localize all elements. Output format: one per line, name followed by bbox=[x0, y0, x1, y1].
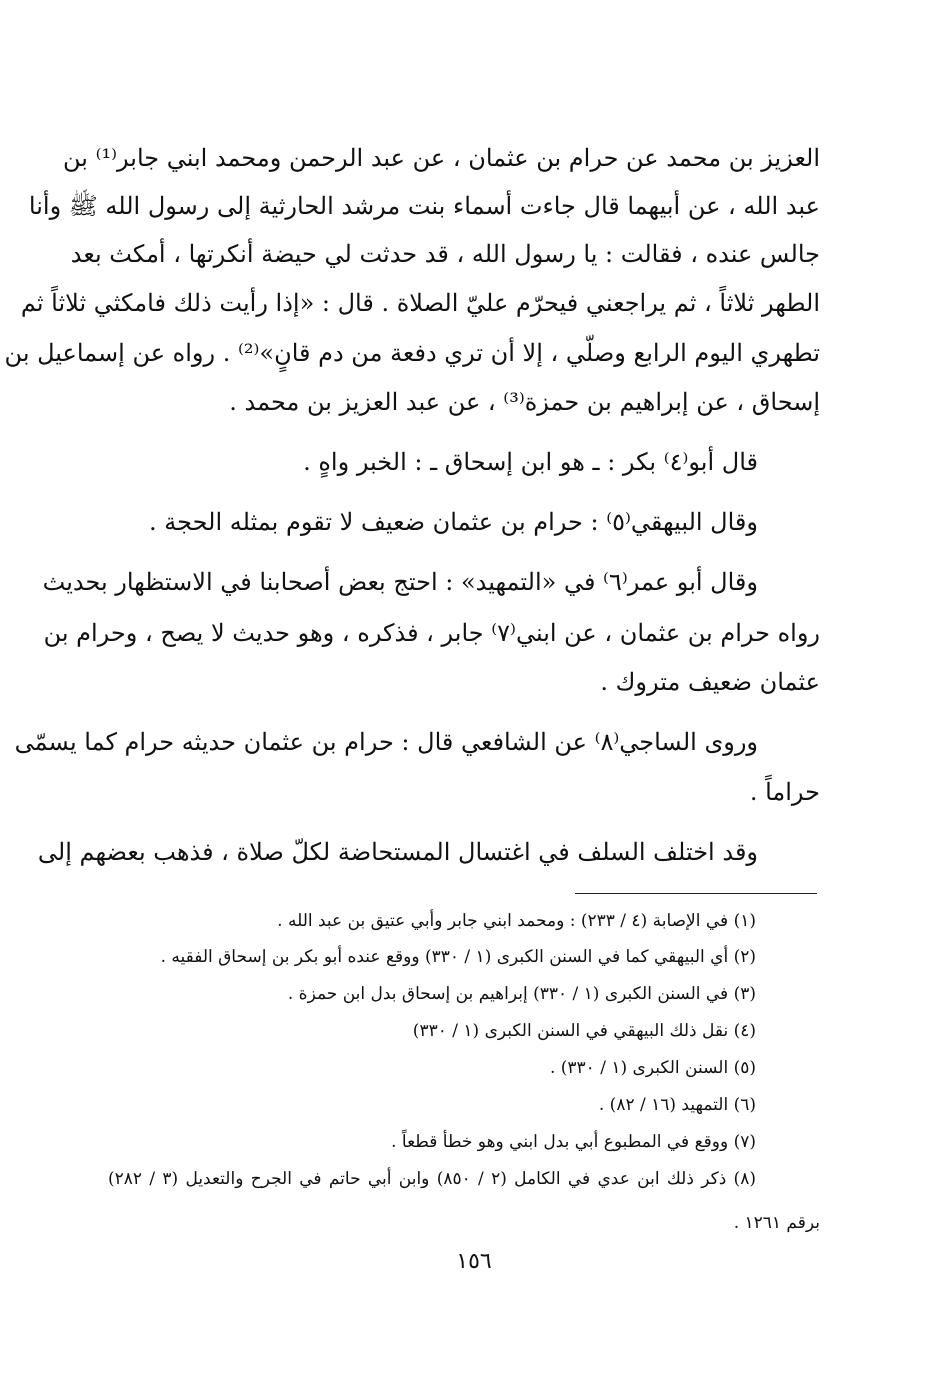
footnote-5: (٥) السنن الكبرى (١ / ٣٣٠) . bbox=[549, 1058, 756, 1078]
footnote-8: (٨) ذكر ذلك ابن عدي في الكامل (٢ / ٨٥٠) وابن أبي حاتم في الجرح والتعديل (٣ / ٢٨٢) bbox=[108, 1169, 756, 1189]
body-line-1: العزيز بن محمد عن حرام بن عثمان ، عن عبد الرحمن ومحمد ابني جابر⁽¹⁾ بن bbox=[63, 144, 820, 172]
body-line-10: رواه حرام بن عثمان ، عن ابني⁽٧⁾ جابر ، فذكره ، وهو حديث لا يصح ، وحرام بن bbox=[43, 619, 820, 647]
body-line-4: الطهر ثلاثاً ، ثم يراجعني فيحرّم عليّ الصلاة . قال : «إذا رأيت ذلك فامكثي ثلاثاً ثم bbox=[20, 289, 820, 317]
body-line-11: عثمان ضعيف متروك . bbox=[600, 668, 820, 696]
footnote-2: (٢) أي البيهقي كما في السنن الكبرى (١ / ٣٣٠) ووقع عنده أبو بكر بن إسحاق الفقيه . bbox=[160, 947, 756, 967]
body-line-12: وروى الساجي⁽٨⁾ عن الشافعي قال : حرام بن عثمان حديثه حرام كما يسمّى bbox=[14, 728, 758, 756]
footnote-4: (٤) نقل ذلك البيهقي في السنن الكبرى (١ / ٣٣٠) bbox=[412, 1021, 756, 1041]
body-line-7: قال أبو⁽٤⁾ بكر : ـ هو ابن إسحاق ـ : الخبر واهٍ . bbox=[303, 448, 758, 476]
footnote-8-continuation: برقم ١٢٦١ . bbox=[733, 1213, 820, 1233]
footnote-6: (٦) التمهيد (١٦ / ٨٢) . bbox=[598, 1095, 756, 1115]
body-line-3: جالس عنده ، فقالت : يا رسول الله ، قد حدثت لي حيضة أنكرتها ، أمكث بعد bbox=[70, 240, 820, 268]
footnote-7: (٧) ووقع في المطبوع أبي بدل ابني وهو خطأ قطعاً . bbox=[391, 1132, 756, 1152]
body-line-5: تطهري اليوم الرابع وصلّي ، إلا أن تري دفعة من دم قانٍ»⁽²⁾ . رواه عن إسماعيل بن bbox=[4, 339, 820, 367]
body-line-14: وقد اختلف السلف في اغتسال المستحاضة لكلّ صلاة ، فذهب بعضهم إلى bbox=[37, 838, 758, 866]
footnote-3: (٣) في السنن الكبرى (١ / ٣٣٠) إبراهيم بن إسحاق بدل ابن حمزة . bbox=[287, 984, 756, 1004]
body-line-2: عبد الله ، عن أبيهما قال جاءت أسماء بنت مرشد الحارثية إلى رسول الله ﷺ وأنا bbox=[28, 192, 820, 220]
footnote-1: (١) في الإصابة (٤ / ٢٣٣) : ومحمد ابني جابر وأبي عتيق بن عبد الله . bbox=[277, 911, 756, 931]
body-line-6: إسحاق ، عن إبراهيم بن حمزة⁽³⁾ ، عن عبد العزيز بن محمد . bbox=[229, 388, 820, 416]
body-line-13: حراماً . bbox=[749, 778, 820, 806]
page-number: ١٥٦ bbox=[456, 1249, 492, 1274]
body-line-8: وقال البيهقي⁽٥⁾ : حرام بن عثمان ضعيف لا تقوم بمثله الحجة . bbox=[149, 508, 758, 536]
footnote-separator bbox=[575, 893, 817, 894]
body-line-9: وقال أبو عمر⁽٦⁾ في «التمهيد» : احتج بعض أصحابنا في الاستظهار بحديث bbox=[42, 568, 758, 596]
